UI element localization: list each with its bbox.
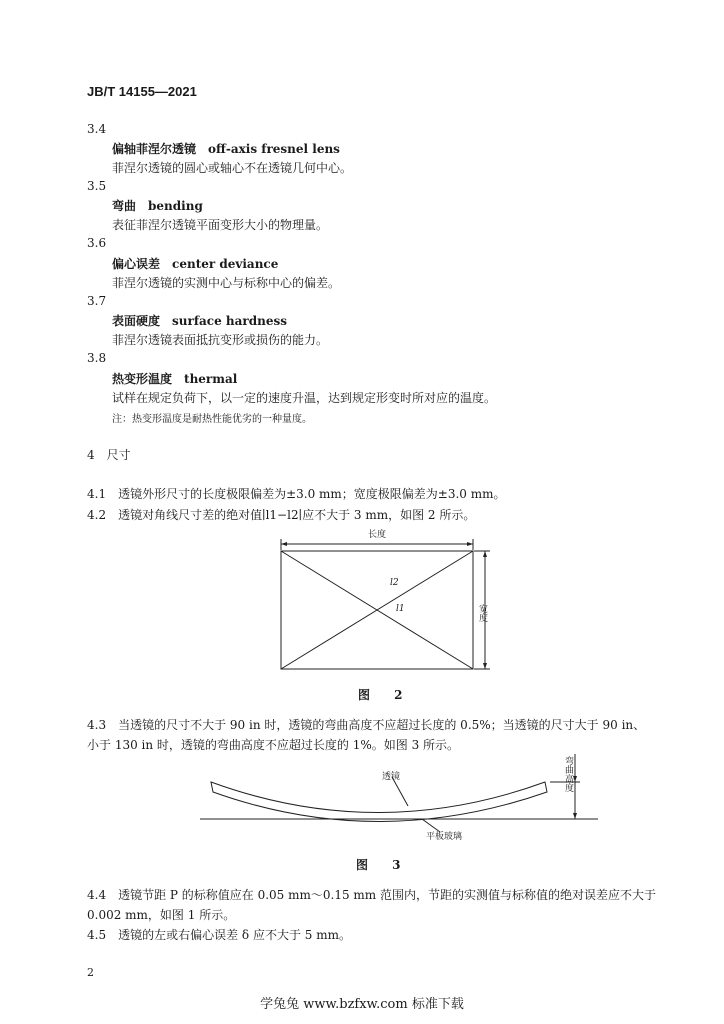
clause-4-5: 4.5 透镜的左或右偏心误差 δ 应不大于 5 mm。 xyxy=(87,928,351,942)
clause-4-2: 4.2 透镜对角线尺寸差的绝对值∣l1−l2∣应不大于 3 mm，如图 2 所示。 xyxy=(87,508,476,522)
term-definition: 菲涅尔透镜的圆心或轴心不在透镜几何中心。 xyxy=(112,161,353,175)
l1-label: l1 xyxy=(396,604,405,614)
figure-2-caption: 图 2 xyxy=(358,688,413,702)
clause-4-3: 4.3 当透镜的尺寸不大于 90 in 时，透镜的弯曲高度不应超过长度的 0.5%；当透镜的尺寸大于 90 in、 xyxy=(87,718,646,732)
term-number: 3.7 xyxy=(87,294,107,308)
footer-watermark: 学兔兔 www.bzfxw.com 标准下载 xyxy=(260,997,464,1012)
section-heading: 4 尺寸 xyxy=(87,448,131,462)
bend-height-label: 弯曲高度 xyxy=(563,756,573,792)
arrow-head xyxy=(573,813,577,819)
clause-4-4-cont: 0.002 mm，如图 1 所示。 xyxy=(87,908,236,922)
page-number: 2 xyxy=(87,966,94,979)
arrow-head xyxy=(483,551,487,557)
term-en: thermal xyxy=(184,372,238,386)
term-note: 注：热变形温度是耐热性能优劣的一种量度。 xyxy=(112,414,312,425)
arrow-head xyxy=(281,542,287,546)
clause-4-3-cont: 小于 130 in 时，透镜的弯曲高度不应超过长度的 1%。如图 3 所示。 xyxy=(87,738,460,752)
term-number: 3.4 xyxy=(87,122,107,136)
term-title xyxy=(112,197,203,214)
term-zh: 弯曲 xyxy=(112,199,137,213)
term-definition: 试样在规定负荷下，以一定的速度升温，达到规定形变时所对应的温度。 xyxy=(112,391,497,405)
l2-label: l2 xyxy=(390,578,399,588)
term-zh: 偏轴菲涅尔透镜 xyxy=(112,142,197,156)
term-en: center deviance xyxy=(172,257,279,271)
term-title xyxy=(112,255,278,272)
term-en: bending xyxy=(148,199,203,213)
clause-4-1: 4.1 透镜外形尺寸的长度极限偏差为±3.0 mm；宽度极限偏差为±3.0 mm。 xyxy=(87,487,506,501)
clause-4-4: 4.4 透镜节距 P 的标称值应在 0.05 mm～0.15 mm 范围内，节距的实测值与标称值的绝对误差应不大于 xyxy=(87,888,657,902)
width-label: 宽度 xyxy=(477,604,487,622)
term-title xyxy=(112,370,237,387)
term-en: off-axis fresnel lens xyxy=(208,142,340,156)
term-zh: 热变形温度 xyxy=(112,372,173,386)
term-en: surface hardness xyxy=(172,314,287,328)
term-definition: 菲涅尔透镜表面抵抗变形或损伤的能力。 xyxy=(112,333,329,347)
arrow-head xyxy=(467,542,473,546)
term-number: 3.5 xyxy=(87,179,107,193)
term-zh: 偏心误差 xyxy=(112,257,161,271)
bent-lens xyxy=(211,782,547,822)
term-number: 3.6 xyxy=(87,236,107,250)
term-title xyxy=(112,140,340,157)
term-number: 3.8 xyxy=(87,351,107,365)
flat-glass-label: 平板玻璃 xyxy=(426,832,463,842)
term-definition: 菲涅尔透镜的实测中心与标称中心的偏差。 xyxy=(112,276,341,290)
standard-number: JB/T 14155—2021 xyxy=(87,84,197,99)
figure-2-diagram xyxy=(260,520,500,680)
figure-3-caption: 图 3 xyxy=(356,858,411,872)
term-title xyxy=(112,312,287,329)
length-label: 长度 xyxy=(368,530,387,540)
lens-label: 透镜 xyxy=(382,772,401,782)
term-zh: 表面硬度 xyxy=(112,314,161,328)
arrow-head xyxy=(483,663,487,669)
figure-3-diagram xyxy=(200,748,610,838)
term-definition: 表征菲涅尔透镜平面变形大小的物理量。 xyxy=(112,218,329,232)
